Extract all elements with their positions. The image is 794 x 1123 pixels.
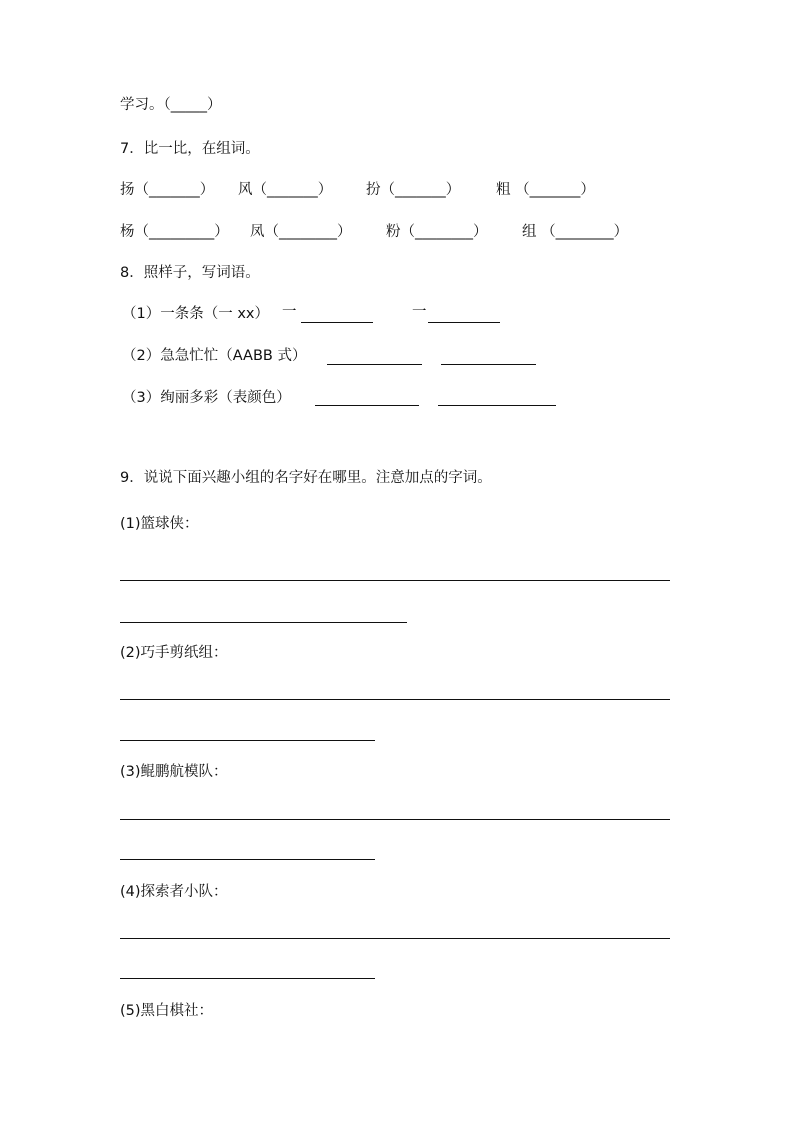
q6-tail-text: 学习。 [120,97,164,113]
q8-item-2-blank-1[interactable] [327,364,422,365]
q7-row2-item-4[interactable]: 组 （________） [522,224,629,240]
q8-item-1-blank-1[interactable] [301,322,373,323]
q8-item-2-label: （2）急急忙忙（AABB 式） [122,348,307,364]
q7-row1-item-3[interactable]: 扮（_______） [366,182,461,198]
q9-item-4-answer-line-2[interactable] [120,978,375,979]
q9-item-5-label: (5)黑白棋社： [120,1003,214,1019]
q6-answer-blank[interactable]: （_____） [163,97,222,113]
q9-item-3-label: (3)鲲鹏航模队： [120,764,228,780]
q9-item-3-answer-line-1[interactable] [120,819,670,820]
q7-row2-item-3[interactable]: 粉（________） [386,224,488,240]
q8-item-3-blank-1[interactable] [315,405,419,406]
q7-row1-item-4[interactable]: 粗 （_______） [496,182,595,198]
q8-item-3-blank-2[interactable] [438,405,556,406]
q8-item-1-blank-2[interactable] [428,322,500,323]
q7-row2-item-1[interactable]: 杨（_________） [120,224,229,240]
q8-item-1-sep: 一 [282,304,297,320]
q9-item-1-label: (1)篮球侠： [120,516,199,532]
q7-row1-item-1[interactable]: 扬（_______） [120,182,215,198]
q8-item-2-blank-2[interactable] [441,364,536,365]
q9-item-4-answer-line-1[interactable] [120,938,670,939]
q8-item-1-label: （1）一条条（一 xx） [122,306,269,322]
q6-answer-line [120,95,222,115]
q7-row1-item-2[interactable]: 风（_______） [238,182,333,198]
q9-item-4-label: (4)探索者小队： [120,884,228,900]
q9-item-2-answer-line-1[interactable] [120,699,670,700]
q9-item-1-answer-line-1[interactable] [120,580,670,581]
q9-title: 9．说说下面兴趣小组的名字好在哪里。注意加点的字词。 [120,470,492,486]
q8-item-1-sep-2: 一 [412,304,427,320]
q9-item-2-answer-line-2[interactable] [120,740,375,741]
q8-title: 8．照样子，写词语。 [120,265,260,281]
q7-row2-item-2[interactable]: 凤（________） [250,224,352,240]
q9-item-3-answer-line-2[interactable] [120,859,375,860]
q9-item-1-answer-line-2[interactable] [120,622,407,623]
q9-item-2-label: (2)巧手剪纸组： [120,645,228,661]
q8-item-3-label: （3）绚丽多彩（表颜色） [122,390,291,406]
q7-title: 7．比一比，在组词。 [120,141,260,157]
